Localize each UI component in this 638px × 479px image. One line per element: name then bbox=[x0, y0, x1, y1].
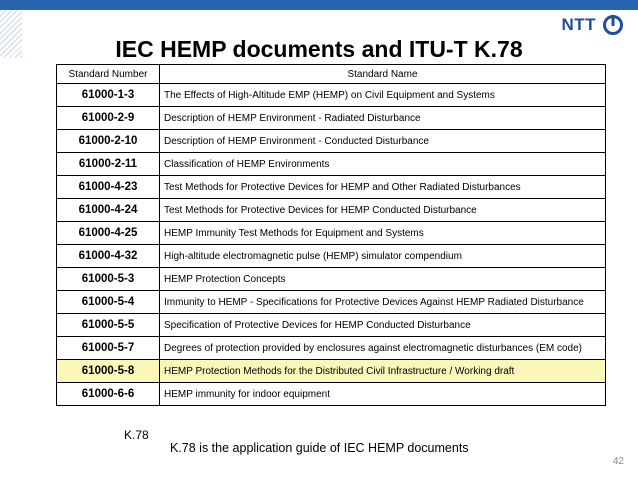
ntt-logo bbox=[561, 14, 624, 36]
table-header-row bbox=[57, 65, 606, 84]
top-accent-bar bbox=[0, 0, 638, 10]
table-row bbox=[57, 84, 606, 107]
table-row bbox=[57, 222, 606, 245]
table-row bbox=[57, 383, 606, 406]
standard-name-cell: HEMP Immunity Test Methods for Equipment and Systems bbox=[160, 222, 606, 245]
table-row bbox=[57, 153, 606, 176]
standard-name-cell: The Effects of High-Altitude EMP (HEMP) on Civil Equipment and Systems bbox=[160, 84, 606, 107]
standard-number-cell: 61000-4-23 bbox=[57, 176, 160, 199]
standard-name-cell: HEMP Protection Concepts bbox=[160, 268, 606, 291]
k78-note: K.78 is the application guide of IEC HEMP documents bbox=[170, 441, 469, 455]
table-body bbox=[57, 84, 606, 406]
standard-name-cell: Specification of Protective Devices for HEMP Conducted Disturbance bbox=[160, 314, 606, 337]
standard-name-cell: Classification of HEMP Environments bbox=[160, 153, 606, 176]
table-row bbox=[57, 291, 606, 314]
standard-number-cell: 61000-5-5 bbox=[57, 314, 160, 337]
table-row bbox=[57, 245, 606, 268]
table-row bbox=[57, 176, 606, 199]
standard-name-cell: Immunity to HEMP - Specifications for Protective Devices Against HEMP Radiated Disturbance bbox=[160, 291, 606, 314]
logo-text: NTT bbox=[561, 15, 596, 34]
standard-number-cell: 61000-4-24 bbox=[57, 199, 160, 222]
standard-name-cell: HEMP Protection Methods for the Distributed Civil Infrastructure / Working draft bbox=[160, 360, 606, 383]
standard-number-cell: 61000-1-3 bbox=[57, 84, 160, 107]
standard-number-cell: 61000-5-7 bbox=[57, 337, 160, 360]
standard-number-cell: 61000-6-6 bbox=[57, 383, 160, 406]
table-row bbox=[57, 360, 606, 383]
standard-number-cell: 61000-2-9 bbox=[57, 107, 160, 130]
standard-name-cell: HEMP immunity for indoor equipment bbox=[160, 383, 606, 406]
table-row bbox=[57, 268, 606, 291]
column-header-standard-name: Standard Name bbox=[160, 65, 606, 84]
page-number: 42 bbox=[612, 456, 624, 467]
table-row bbox=[57, 199, 606, 222]
standard-number-cell: 61000-2-10 bbox=[57, 130, 160, 153]
table-row bbox=[57, 107, 606, 130]
standard-number-cell: 61000-5-8 bbox=[57, 360, 160, 383]
standard-name-cell: Description of HEMP Environment - Conducted Disturbance bbox=[160, 130, 606, 153]
k78-label: K.78 bbox=[124, 428, 149, 442]
column-header-standard-number: Standard Number bbox=[57, 65, 160, 84]
standard-name-cell: Test Methods for Protective Devices for HEMP Conducted Disturbance bbox=[160, 199, 606, 222]
standard-name-cell: High-altitude electromagnetic pulse (HEMP) simulator compendium bbox=[160, 245, 606, 268]
table-row bbox=[57, 337, 606, 360]
standard-name-cell: Test Methods for Protective Devices for HEMP and Other Radiated Disturbances bbox=[160, 176, 606, 199]
standard-number-cell: 61000-5-3 bbox=[57, 268, 160, 291]
standard-number-cell: 61000-4-32 bbox=[57, 245, 160, 268]
page-title: IEC HEMP documents and ITU-T K.78 bbox=[115, 36, 523, 62]
standard-number-cell: 61000-2-11 bbox=[57, 153, 160, 176]
ntt-logo-icon bbox=[602, 14, 624, 36]
hemp-documents-table bbox=[56, 64, 606, 406]
standard-number-cell: 61000-5-4 bbox=[57, 291, 160, 314]
standard-name-cell: Description of HEMP Environment - Radiated Disturbance bbox=[160, 107, 606, 130]
table-row bbox=[57, 314, 606, 337]
standard-number-cell: 61000-4-25 bbox=[57, 222, 160, 245]
standard-name-cell: Degrees of protection provided by enclosures against electromagnetic disturbances (EM code) bbox=[160, 337, 606, 360]
table-row bbox=[57, 130, 606, 153]
